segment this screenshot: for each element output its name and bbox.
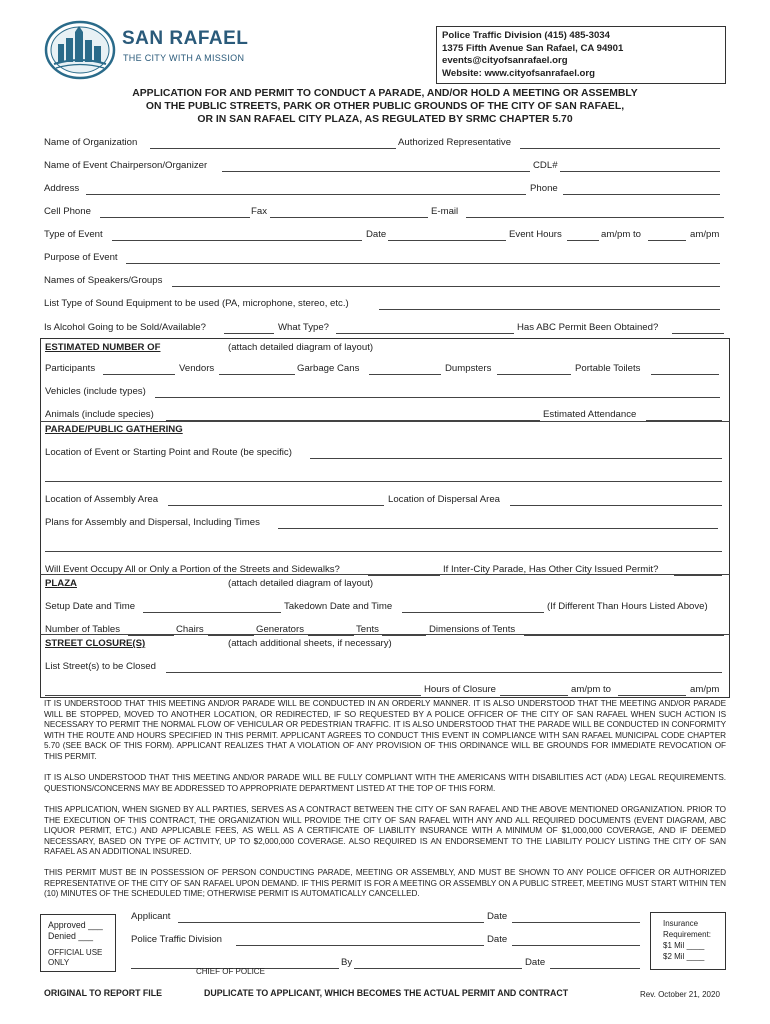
legal-paragraph-4: THIS PERMIT MUST BE IN POSSESSION OF PERSON CONDUCTING PARADE, MEETING OR ASSEMBLY, AND MUST BE SHOWN TO ANY POLICE OFFICER OR AUTHORIZED REPRESENTATIVE OF THE CITY OF SAN RAFAEL UPON DEMAND. IF THIS PERMIT IS FOR A MEETING OR ASSEMBLY ON A PUBLIC STREET, MEETING MUST START WITHIN TEN (10) MINUTES OF THE SCHEDULED TIME; OTHERWISE PERMIT IS AUTOMATICALLY CANCELLED. <box>44 868 726 899</box>
animals-label: Animals (include species) <box>45 409 154 420</box>
route-field-2[interactable] <box>45 481 722 482</box>
contact-line-2: 1375 Fifth Avenue San Rafael, CA 94901 <box>442 42 624 54</box>
garbage-label: Garbage Cans <box>297 363 360 374</box>
toilets-label: Portable Toilets <box>575 363 641 374</box>
contact-line-1: Police Traffic Division (415) 485-3034 <box>442 30 610 41</box>
route-label: Location of Event or Starting Point and Route (be specific) <box>45 447 292 458</box>
dimensions-label: Dimensions of Tents <box>429 624 516 635</box>
dispersal-label: Location of Dispersal Area <box>388 494 500 505</box>
event-hours-start-field[interactable] <box>567 240 599 241</box>
estimated-note: (attach detailed diagram of layout) <box>228 342 374 353</box>
police-signature-field[interactable] <box>236 945 484 946</box>
type-label: Type of Event <box>44 229 103 240</box>
logo-tagline: THE CITY WITH A MISSION <box>123 53 245 63</box>
dumpsters-field[interactable] <box>497 374 571 375</box>
fax-label: Fax <box>251 206 267 217</box>
applicant-date-field[interactable] <box>512 922 640 923</box>
plaza-header: PLAZA <box>45 578 77 589</box>
attendance-field[interactable] <box>646 420 722 421</box>
animals-field[interactable] <box>166 420 540 421</box>
speakers-field[interactable] <box>172 286 720 287</box>
footer-duplicate: DUPLICATE TO APPLICANT, WHICH BECOMES THE ACTUAL PERMIT AND CONTRACT <box>204 988 569 998</box>
alcohol-field[interactable] <box>224 333 274 334</box>
chairs-label: Chairs <box>176 624 204 635</box>
speakers-label: Names of Speakers/Groups <box>44 275 163 286</box>
event-hours-end-field[interactable] <box>648 240 686 241</box>
intercity-field[interactable] <box>674 575 722 576</box>
assembly-field[interactable] <box>168 505 384 506</box>
chair-field[interactable] <box>222 171 530 172</box>
city-logo <box>44 20 116 80</box>
applicant-date-label: Date <box>487 911 508 922</box>
closure-start-field[interactable] <box>500 695 568 696</box>
event-hours-label: Event Hours <box>509 229 562 240</box>
route-field[interactable] <box>310 458 722 459</box>
form-title <box>40 87 730 126</box>
email-field[interactable] <box>466 217 724 218</box>
plans-label: Plans for Assembly and Dispersal, Including Times <box>45 517 260 528</box>
estimated-header: ESTIMATED NUMBER OF <box>45 342 161 353</box>
tents-field[interactable] <box>382 635 426 636</box>
title-line-3: OR IN SAN RAFAEL CITY PLAZA, AS REGULATED BY SRMC CHAPTER 5.70 <box>197 114 573 125</box>
police-label: Police Traffic Division <box>131 934 222 945</box>
divider-parade <box>40 421 730 422</box>
tents-label: Tents <box>356 624 379 635</box>
chief-date-field[interactable] <box>550 968 640 969</box>
tables-label: Number of Tables <box>45 624 121 635</box>
email-label: E-mail <box>431 206 459 217</box>
alcohol-label: Is Alcohol Going to be Sold/Available? <box>44 322 206 333</box>
purpose-field[interactable] <box>126 263 720 264</box>
vendors-field[interactable] <box>219 374 295 375</box>
parade-header: PARADE/PUBLIC GATHERING <box>45 424 183 435</box>
address-label: Address <box>44 183 80 194</box>
chief-date-label: Date <box>525 957 546 968</box>
dispersal-field[interactable] <box>510 505 722 506</box>
generators-field[interactable] <box>308 635 354 636</box>
legal-paragraph-2: IT IS ALSO UNDERSTOOD THAT THIS MEETING AND/OR PARADE WILL BE FULLY COMPLIANT WITH THE AMERICANS WITH DISABILITIES ACT (ADA) LEGAL REQUIREMENTS. QUESTIONS/CONCERNS MAY BE ADDRESSED TO APPROPRIATE DEPARTMENT LISTED AT THE TOP OF THIS FORM. <box>44 773 726 793</box>
what-type-field[interactable] <box>336 333 514 334</box>
org-field[interactable] <box>150 148 396 149</box>
police-date-label: Date <box>487 934 508 945</box>
title-line-1: APPLICATION FOR AND PERMIT TO CONDUCT A PARADE, AND/OR HOLD A MEETING OR ASSEMBLY <box>132 88 638 99</box>
abc-label: Has ABC Permit Been Obtained? <box>517 322 659 333</box>
streets-field-2[interactable] <box>45 695 421 696</box>
contact-website[interactable]: Website: www.cityofsanrafael.org <box>442 67 596 79</box>
by-label: By <box>341 957 353 968</box>
intercity-label: If Inter-City Parade, Has Other City Issued Permit? <box>443 564 659 575</box>
fax-field[interactable] <box>270 217 428 218</box>
date-field[interactable] <box>388 240 506 241</box>
date-label: Date <box>366 229 387 240</box>
generators-label: Generators <box>256 624 304 635</box>
streets-label: List Street(s) to be Closed <box>45 661 156 672</box>
tables-field[interactable] <box>128 635 174 636</box>
assembly-label: Location of Assembly Area <box>45 494 159 505</box>
setup-field[interactable] <box>143 612 281 613</box>
insurance-label: Insurance <box>663 919 699 928</box>
footer-revision: Rev. October 21, 2020 <box>640 990 720 999</box>
title-line-2: ON THE PUBLIC STREETS, PARK OR OTHER PUBLIC GROUNDS OF THE CITY OF SAN RAFAEL, <box>145 101 625 112</box>
phone-label: Phone <box>530 183 558 194</box>
plaza-note: (attach detailed diagram of layout) <box>228 578 374 589</box>
vehicles-label: Vehicles (include types) <box>45 386 146 397</box>
type-field[interactable] <box>112 240 362 241</box>
garbage-field[interactable] <box>369 374 441 375</box>
plaza-diff-note: (If Different Than Hours Listed Above) <box>547 601 708 612</box>
org-label: Name of Organization <box>44 137 138 148</box>
ampm-to-label: am/pm to <box>601 229 641 240</box>
abc-field[interactable] <box>672 333 724 334</box>
cdl-field[interactable] <box>560 171 720 172</box>
footer-original: ORIGINAL TO REPORT FILE <box>44 988 162 998</box>
occupy-field[interactable] <box>368 575 440 576</box>
chief-label: CHIEF OF POLICE <box>196 967 265 976</box>
legal-paragraph-3: THIS APPLICATION, WHEN SIGNED BY ALL PARTIES, SERVES AS A CONTRACT BETWEEN THE CITY OF SAN RAFAEL AND THE ABOVE MENTIONED ORGANIZATION. PRIOR TO THE EXECUTION OF THIS CONTRACT, THE ORGANIZATION WILL PROVIDE THE CITY OF SAN RAFAEL WITH ANY AND ALL REQUIRED DOCUMENTS (EVENT DIAGRAM, ABC LIQUOR PERMIT, ETC.) AND APPLICABLE FEES, AS WELL AS A CERTIFICATE OF LIABILITY INSURANCE WITH A MINIMUM OF $1,000,000 COVERAGE, AND IF DEEMED NECESSARY, BASED ON TYPE OF ACTIVITY, UP TO $2,000,000 COVERAGE. ALSO REQUIRED IS AN ENDORSEMENT TO THE LIABILITY POLICY LISTING THE CITY OF SAN RAFAEL AS AN ADDITIONAL INSURED. <box>44 805 726 857</box>
city-seal-icon <box>44 20 116 80</box>
insurance-1mil[interactable]: $1 Mil ____ <box>663 941 705 950</box>
auth-rep-label: Authorized Representative <box>398 137 512 148</box>
chairs-field[interactable] <box>208 635 254 636</box>
closure-ampm-to-label: am/pm to <box>571 684 611 695</box>
official-use-label-1: OFFICIAL USE <box>48 948 103 957</box>
contact-info <box>442 30 623 80</box>
closure-end-field[interactable] <box>618 695 686 696</box>
plans-field[interactable] <box>278 528 718 529</box>
sound-field[interactable] <box>379 309 720 310</box>
insurance-req-label: Requirement: <box>663 930 712 939</box>
cell-field[interactable] <box>100 217 250 218</box>
takedown-field[interactable] <box>402 612 544 613</box>
by-field[interactable] <box>354 968 522 969</box>
closure-ampm-label: am/pm <box>690 684 720 695</box>
occupy-label: Will Event Occupy All or Only a Portion of the Streets and Sidewalks? <box>45 564 340 575</box>
dumpsters-label: Dumpsters <box>445 363 492 374</box>
address-field[interactable] <box>86 194 526 195</box>
plans-field-2[interactable] <box>45 551 722 552</box>
toilets-field[interactable] <box>651 374 719 375</box>
insurance-2mil[interactable]: $2 Mil ____ <box>663 952 705 961</box>
takedown-label: Takedown Date and Time <box>284 601 393 612</box>
closure-hours-label: Hours of Closure <box>424 684 496 695</box>
official-use-label-2: ONLY <box>48 958 70 967</box>
dimensions-field[interactable] <box>524 635 724 636</box>
approved-label[interactable]: Approved ___ <box>48 920 103 930</box>
sound-label: List Type of Sound Equipment to be used (PA, microphone, stereo, etc.) <box>44 298 349 309</box>
participants-field[interactable] <box>103 374 175 375</box>
police-date-field[interactable] <box>512 945 640 946</box>
setup-label: Setup Date and Time <box>45 601 136 612</box>
denied-label[interactable]: Denied ___ <box>48 931 93 941</box>
applicant-signature-field[interactable] <box>178 922 484 923</box>
applicant-label: Applicant <box>131 911 171 922</box>
closure-header: STREET CLOSURE(S) <box>45 638 146 649</box>
vendors-label: Vendors <box>179 363 215 374</box>
cdl-label: CDL# <box>533 160 558 171</box>
streets-field[interactable] <box>166 672 722 673</box>
phone-field[interactable] <box>563 194 720 195</box>
auth-rep-field[interactable] <box>520 148 720 149</box>
legal-paragraph-1: IT IS UNDERSTOOD THAT THIS MEETING AND/OR PARADE WILL BE CONDUCTED IN AN ORDERLY MANNER. IT IS ALSO UNDERSTOOD THAT THE MEETING AND/OR PARADE WILL BE STOPPED, MOVED TO ANOTHER LOCATION, OR REDIRECTED, IF SO REQUESTED BY A POLICE OFFICER OF THE CITY OF SAN RAFAEL WHEN SUCH ACTION IS NECESSARY TO PERMIT THE NORMAL FLOW OF VEHICULAR OR PEDESTRIAN TRAFFIC. IT IS ALSO UNDERSTOOD THAT THE PARADE WILL BE CONDUCTED IN CONFORMITY WITH THE ROUTE AND HOURS SPECIFIED IN THIS PERMIT. APPLICANT AGREES TO CONDUCT THIS EVENT IN COMPLIANCE WITH SAN RAFAEL MUNICIPAL CODE CHAPTER 5.70 (SEE BACK OF THIS FORM). APPLICANT REALIZES THAT A VIOLATION OF ANY PROVISION OF THIS ORDINANCE WILL BE GROUNDS FOR IMMEDIATE REVOCATION OF THIS PERMIT. <box>44 699 726 761</box>
logo-name: SAN RAFAEL <box>122 28 249 49</box>
contact-email[interactable]: events@cityofsanrafael.org <box>442 55 568 66</box>
closure-note: (attach additional sheets, if necessary) <box>228 638 392 649</box>
chair-label: Name of Event Chairperson/Organizer <box>44 160 208 171</box>
what-type-label: What Type? <box>278 322 330 333</box>
participants-label: Participants <box>45 363 96 374</box>
attendance-label: Estimated Attendance <box>543 409 637 420</box>
vehicles-field[interactable] <box>155 397 720 398</box>
ampm-label: am/pm <box>690 229 720 240</box>
purpose-label: Purpose of Event <box>44 252 118 263</box>
cell-label: Cell Phone <box>44 206 91 217</box>
